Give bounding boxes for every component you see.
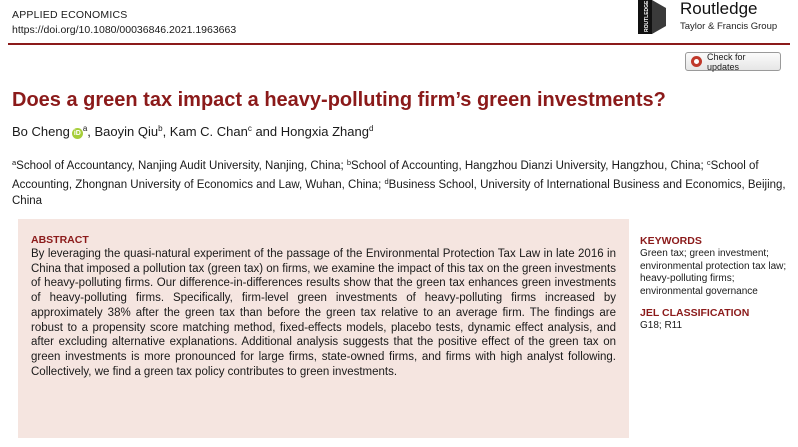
doi-link[interactable]: https://doi.org/10.1080/00036846.2021.1963663 — [12, 24, 237, 36]
crossmark-icon — [691, 56, 702, 67]
author-separator: , — [87, 124, 95, 139]
article-title: Does a green tax impact a heavy-polluting firm’s green investments? — [12, 89, 666, 111]
routledge-logo-icon — [638, 0, 666, 34]
header-rule — [8, 43, 790, 45]
affiliation-marker: c — [706, 158, 711, 167]
publisher-logo — [638, 0, 798, 40]
author-separator: , — [162, 124, 170, 139]
author-name[interactable]: Kam C. Chan — [169, 124, 248, 139]
affiliations — [12, 155, 787, 209]
sidebar — [640, 235, 790, 342]
author-affiliation-marker: d — [368, 124, 374, 133]
affiliation-marker: b — [346, 158, 352, 167]
check-for-updates-label: Check for updates — [707, 51, 746, 72]
abstract-heading: ABSTRACT — [31, 234, 89, 246]
jel-heading: JEL CLASSIFICATION — [640, 307, 750, 319]
jel-codes: G18; R11 — [640, 320, 683, 331]
affiliation-marker: a — [12, 158, 17, 167]
affiliation-text: Business School, University of International Business and Economics, Beijing, China — [12, 179, 786, 207]
check-for-updates-button[interactable] — [685, 52, 781, 71]
affiliation-text: School of Accounting, Hangzhou Dianzi University, Hangzhou, China; — [351, 160, 707, 172]
keywords-list: Green tax; green investment; environmental protection tax law; heavy-polluting firms; environmental governance — [640, 248, 787, 297]
logo-vertical-text: ROUTLEDGE — [644, 0, 650, 32]
publisher-subtitle: Taylor & Francis Group — [680, 21, 778, 32]
affiliation-marker: d — [384, 177, 389, 186]
keywords-heading: KEYWORDS — [640, 235, 702, 247]
journal-name: APPLIED ECONOMICS — [12, 9, 128, 21]
publisher-name: Routledge — [680, 0, 758, 18]
author-list — [12, 124, 373, 139]
author-affiliation-marker: b — [158, 124, 163, 133]
abstract-text: By leveraging the quasi-natural experiment of the passage of the Environmental Protection Tax Law in late 2016 in China that imposed a pollution tax (green tax) on firms, we examine the impact of this tax on the green investments of heavy-polluting firms. Our difference-in-differences results show that the green tax enhances green investments of heavy-polluting firms. Specifically, firm-level green investments of heavy-polluting firms increased by approximately 38% after the green tax than before the green tax relative to an average firm. The findings are robust to a propensity score matching method, fixed-effects models, placebo tests, dynamic effect analysis, and after excluding alternative explanations. Additional analysis suggests that the positive effect of the green tax on green investments is more pronounced for large firms, state-owned firms, and firms with high analyst following. Collectively, we find a green tax policy contributes to green investments. — [31, 248, 616, 378]
abstract-box — [18, 219, 629, 438]
affiliation-text: School of Accountancy, Nanjing Audit University, Nanjing, China; — [16, 160, 347, 172]
orcid-icon[interactable]: iD — [73, 130, 81, 137]
author-affiliation-marker: c — [247, 124, 252, 133]
author-name[interactable]: Bo Cheng — [12, 124, 70, 139]
author-name[interactable]: Baoyin Qiu — [94, 124, 159, 139]
affiliation-text: School of Accounting, Zhongnan University of Economics and Law, Wuhan, China; — [12, 160, 759, 191]
author-separator: and — [251, 124, 281, 139]
author-affiliation-marker: a — [82, 124, 88, 133]
author-name[interactable]: Hongxia Zhang — [280, 124, 369, 139]
